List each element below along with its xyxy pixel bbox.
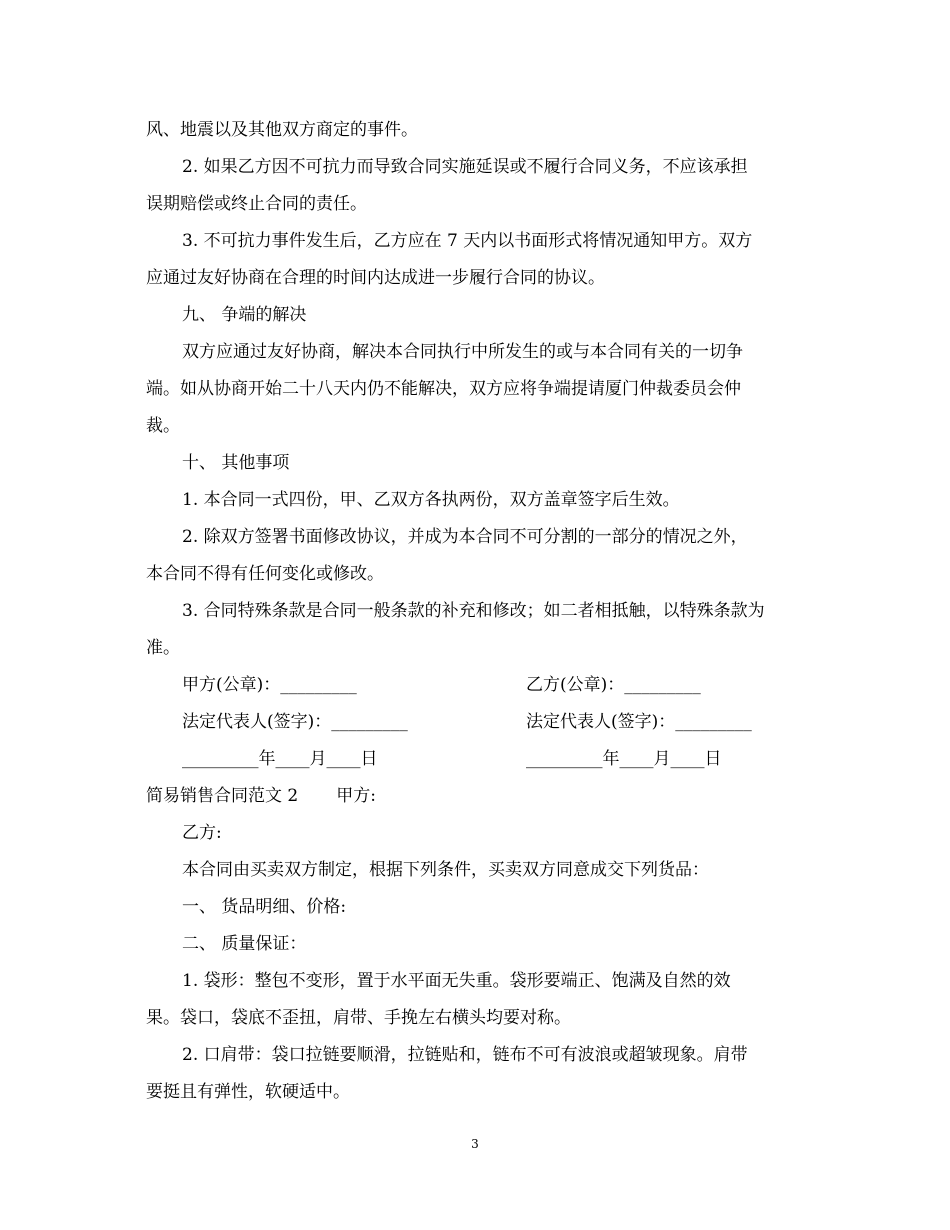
party-a-seal: 甲方(公章)：_________ — [182, 675, 357, 695]
text-line: 双方应通过友好协商，解决本合同执行中所发生的或与本合同有关的一切争 — [182, 342, 743, 362]
text-line: 误期赔偿或终止合同的责任。 — [146, 194, 367, 214]
party-b-representative: 法定代表人(签字)：_________ — [526, 712, 752, 732]
second-contract-title-row — [0, 786, 950, 806]
text-line: 果。袋口，袋底不歪扭，肩带、手挽左右横头均要对称。 — [146, 1008, 571, 1028]
page-number: 3 — [471, 1137, 479, 1151]
section-heading: 九、 争端的解决 — [182, 305, 307, 325]
section-heading: 十、 其他事项 — [182, 453, 290, 473]
text-line: 本合同由买卖双方制定，根据下列条件，买卖双方同意成交下列货品： — [182, 860, 709, 880]
party-a-representative: 法定代表人(签字)：_________ — [182, 712, 408, 732]
text-line: 端。如从协商开始二十八天内仍不能解决，双方应将争端提请厦门仲裁委员会仲 — [146, 379, 741, 399]
party-b-seal: 乙方(公章)：_________ — [526, 675, 701, 695]
text-line: 3. 不可抗力事件发生后，乙方应在 7 天内以书面形式将情况通知甲方。双方 — [182, 231, 753, 251]
text-line: 准。 — [146, 638, 180, 658]
text-line: 应通过友好协商在合理的时间内达成进一步履行合同的协议。 — [146, 268, 605, 288]
text-line: 1. 袋形：整包不变形，置于水平面无失重。袋形要端正、饱满及自然的效 — [182, 971, 731, 991]
text-line: 裁。 — [146, 416, 180, 436]
section-heading: 二、 质量保证： — [182, 934, 307, 954]
section-heading: 一、 货品明细、价格: — [182, 897, 347, 917]
text-line: 3. 合同特殊条款是合同一般条款的补充和修改；如二者相抵触，以特殊条款为 — [182, 601, 765, 621]
text-line: 2. 口肩带：袋口拉链要顺滑，拉链贴和，链布不可有波浪或超皱现象。肩带 — [182, 1045, 748, 1065]
second-contract-title: 简易销售合同范文 2 — [146, 786, 299, 806]
text-line: 本合同不得有任何变化或修改。 — [146, 564, 384, 584]
text-line: 1. 本合同一式四份，甲、乙双方各执两份，双方盖章签字后生效。 — [182, 490, 680, 510]
text-line: 风、地震以及其他双方商定的事件。 — [146, 120, 418, 140]
text-line: 2. 如果乙方因不可抗力而导致合同实施延误或不履行合同义务，不应该承担 — [182, 157, 748, 177]
party-a-label: 甲方: — [336, 786, 376, 806]
text-line: 2. 除双方签署书面修改协议，并成为本合同不可分割的一部分的情况之外， — [182, 527, 748, 547]
party-a-date: _________年____月____日 — [182, 749, 378, 769]
party-b-label: 乙方: — [182, 823, 222, 843]
text-line: 要挺且有弹性，软硬适中。 — [146, 1082, 350, 1102]
party-b-date: _________年____月____日 — [526, 749, 722, 769]
